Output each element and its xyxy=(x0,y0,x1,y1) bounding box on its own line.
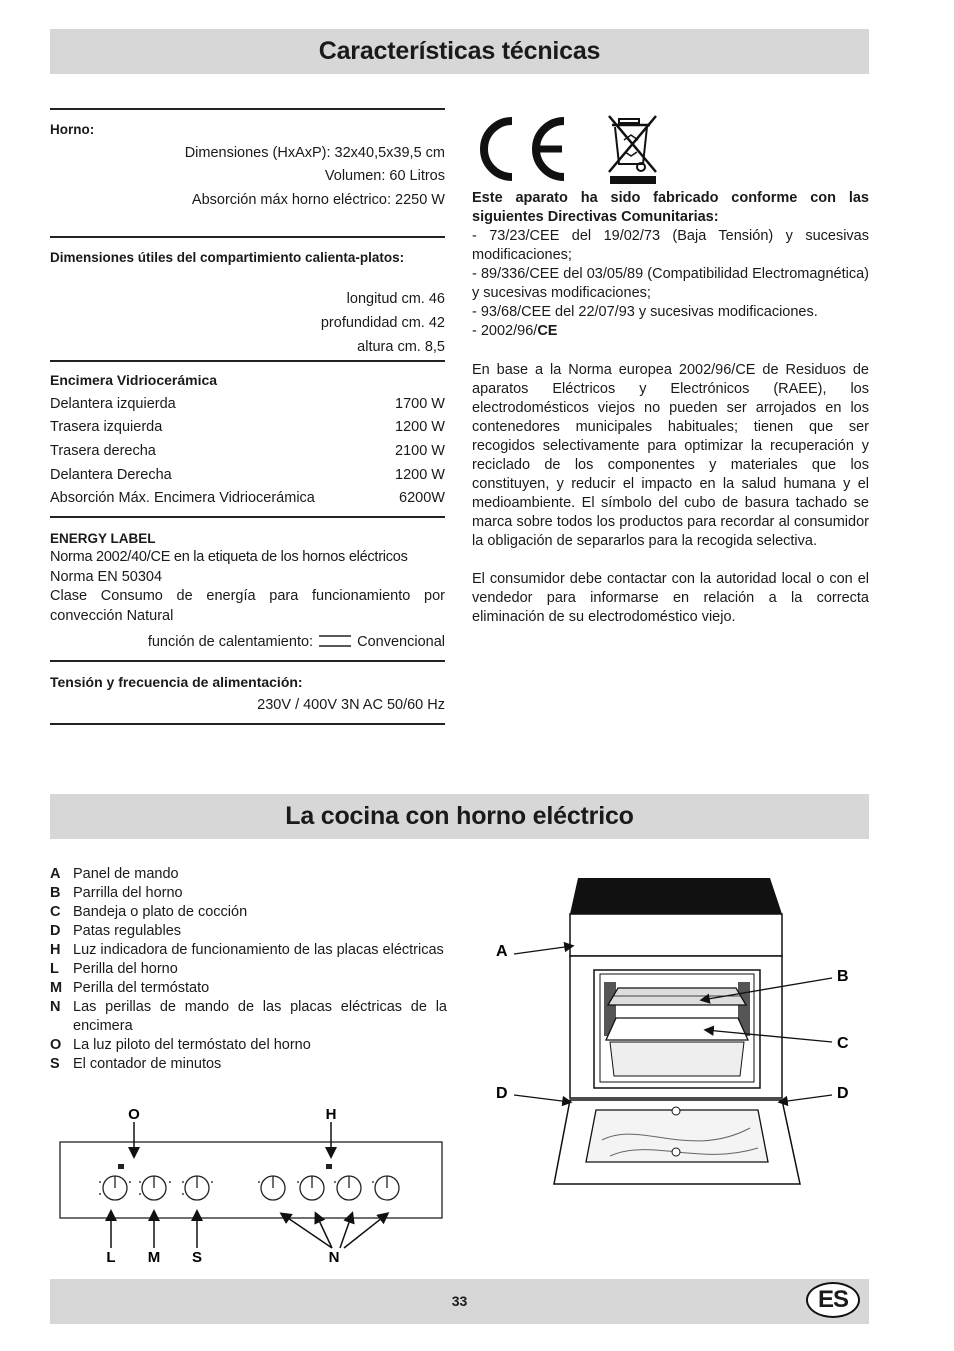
energy-line: Norma 2002/40/CE en la etiqueta de los hornos eléctricos xyxy=(50,549,408,565)
section-header-specs xyxy=(50,29,869,74)
legend-item: L Perilla del horno xyxy=(50,961,178,977)
divider xyxy=(50,236,445,238)
crossed-bin-icon xyxy=(606,112,660,186)
label-h: H xyxy=(325,1106,337,1123)
legend-item: H Luz indicadora de funcionamiento de las placas eléctricas xyxy=(50,942,444,958)
horno-absorption: Absorción máx horno eléctrico: 2250 W xyxy=(191,192,445,208)
legend-item: D Patas regulables xyxy=(50,923,182,939)
label-d-left: D xyxy=(496,1085,508,1102)
footer-bar xyxy=(50,1279,869,1324)
hob-row: Trasera derecha 2100 W xyxy=(50,443,445,459)
hob-row: Trasera izquierda 1200 W xyxy=(50,419,445,435)
parts-legend xyxy=(50,865,447,1074)
label-d-right: D xyxy=(837,1085,849,1102)
hob-row: Delantera Derecha 1200 W xyxy=(50,467,445,483)
horno-dimensions: Dimensiones (HxAxP): 32x40,5x39,5 cm xyxy=(184,145,445,161)
warmer-length: longitud cm. 46 xyxy=(346,291,445,307)
label-n: N xyxy=(328,1249,340,1266)
hob-row: Delantera izquierda 1700 W xyxy=(50,396,445,412)
energy-function: función de calentamiento: Convencional xyxy=(147,634,445,650)
hob-knob xyxy=(337,1176,361,1200)
section-title: Características técnicas xyxy=(318,37,601,65)
horno-volume: Volumen: 60 Litros xyxy=(324,168,445,184)
legend-item: A Panel de mando xyxy=(50,866,179,882)
legend-item: S El contador de minutos xyxy=(50,1056,222,1072)
oven-diagram xyxy=(490,870,865,1185)
hob-knob xyxy=(261,1176,285,1200)
page-number: 33 xyxy=(451,1293,468,1309)
timer-knob xyxy=(185,1176,209,1200)
divider xyxy=(50,108,445,110)
legend-item: M Perilla del termóstato xyxy=(50,980,210,996)
legend-item: C Bandeja o plato de cocción xyxy=(50,904,248,920)
warmer-depth: profundidad cm. 42 xyxy=(320,315,445,331)
legend-item: B Parrilla del horno xyxy=(50,885,183,901)
divider xyxy=(50,516,445,518)
label-o: O xyxy=(128,1106,140,1123)
directive-item: - 89/336/CEE del 03/05/89 (Compatibilidad Electromagnética) y sucesivas modificaciones; xyxy=(472,266,869,301)
hob-knob xyxy=(375,1176,399,1200)
label-c: C xyxy=(837,1035,849,1052)
directive-item: - 2002/96/CE xyxy=(472,323,558,339)
divider xyxy=(50,723,445,725)
hob-knob xyxy=(300,1176,324,1200)
warmer-height: altura cm. 8,5 xyxy=(357,339,445,355)
energy-text xyxy=(50,548,445,626)
ce-mark-icon xyxy=(472,113,572,185)
legend-item: O La luz piloto del termóstato del horno xyxy=(50,1037,311,1053)
language-badge: ES xyxy=(806,1282,860,1318)
section-title: La cocina con horno eléctrico xyxy=(285,802,634,830)
hob-row: Absorción Máx. Encimera Vidriocerámica 6200W xyxy=(50,490,445,506)
energy-heading: ENERGY LABEL xyxy=(50,531,156,546)
label-b: B xyxy=(837,968,849,985)
section-header-oven xyxy=(50,794,869,839)
ceramic-hob xyxy=(570,878,782,914)
divider xyxy=(50,360,445,362)
raee-paragraph: En base a la Norma europea 2002/96/CE de Residuos de aparatos Eléctricos y Electrónicos (RAEE), los electrodomésticos viejos no pueden ser arrojados en los contenedores municipales habituales; tienen que ser recogidos selectivamente para optimizar la recuperación y reciclado de los componentes y materiales que los constituyen, y reducir el impacto en la salud humana y el medioambiente. El símbolo del cubo de basura tachado se marca sobre todos los productos para recordar al consumidor la obligación de separarlos para la recogida selectiva. xyxy=(472,362,869,549)
conventional-heating-icon xyxy=(317,634,353,648)
horno-heading: Horno: xyxy=(50,122,95,137)
directives-block xyxy=(472,189,869,341)
hob-indicator-light xyxy=(326,1164,332,1169)
power-value: 230V / 400V 3N AC 50/60 Hz xyxy=(257,697,445,713)
directive-item: - 93/68/CEE del 22/07/93 y sucesivas modificaciones. xyxy=(472,304,818,320)
directives-heading: Este aparato ha sido fabricado conforme con las siguientes Directivas Comunitarias: xyxy=(472,190,869,225)
energy-line: Norma EN 50304 xyxy=(50,568,163,585)
directive-item: - 73/23/CEE del 19/02/73 (Baja Tensión) y sucesivas modificaciones; xyxy=(472,228,869,263)
label-s: S xyxy=(191,1249,203,1266)
control-panel xyxy=(570,914,782,956)
thermostat-pilot-light xyxy=(118,1164,124,1169)
label-a: A xyxy=(496,943,508,960)
divider xyxy=(50,660,445,662)
thermostat-knob xyxy=(142,1176,166,1200)
label-m: M xyxy=(147,1249,161,1266)
label-l: L xyxy=(106,1249,116,1266)
energy-line: Clase Consumo de energía para funcionamiento por convección Natural xyxy=(50,588,445,624)
baking-tray xyxy=(606,1018,748,1040)
oven-knob xyxy=(103,1176,127,1200)
power-heading: Tensión y frecuencia de alimentación: xyxy=(50,674,303,690)
control-panel-diagram xyxy=(50,1100,450,1272)
hob-heading: Encimera Vidriocerámica xyxy=(50,372,218,388)
raee-paragraph-2: El consumidor debe contactar con la autoridad local o con el vendedor para informarse en relación a la correcta eliminación de su electrodoméstico viejo. xyxy=(472,571,869,625)
warmer-heading: Dimensiones útiles del compartimiento calienta-platos: xyxy=(50,250,405,265)
legend-item: N Las perillas de mando de las placas eléctricas de la encimera xyxy=(50,999,447,1034)
